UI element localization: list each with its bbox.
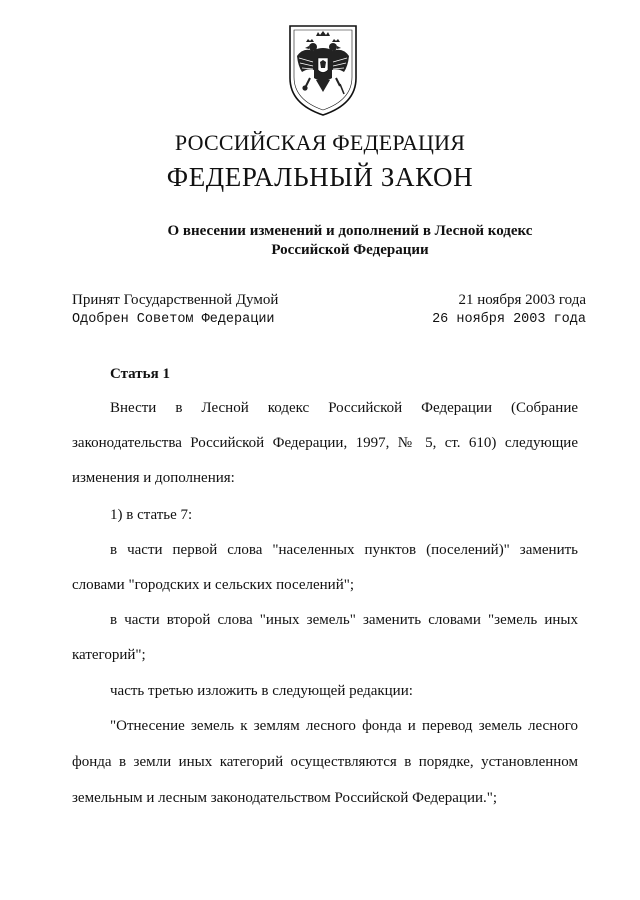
council-label: Одобрен Советом Федерации [72,312,275,327]
article-text-line: фонда в земли иных категорий осуществляются в порядке, установленном [72,754,578,770]
law-subject [0,222,640,260]
article-text-line: в части второй слова "иных земель" заменить словами "земель иных [110,612,578,628]
country-heading: РОССИЙСКАЯ ФЕДЕРАЦИЯ [174,130,466,155]
law-type-heading: ФЕДЕРАЛЬНЫЙ ЗАКОН [166,162,474,192]
coat-of-arms-emblem [286,22,360,118]
article-text-line: словами "городских и сельских поселений"; [72,577,355,593]
law-subject-line: Российской Федерации [271,242,429,258]
council-date: 26 ноября 2003 года [432,312,586,327]
article-text-line: 1) в статье 7: [110,507,193,523]
article-text-line: в части первой слова "населенных пунктов (поселений)" заменить [110,542,578,558]
article-text-line: часть третью изложить в следующей редакции: [110,683,413,699]
article-text-line: изменения и дополнения: [72,470,235,486]
article-text-line: категорий"; [72,647,146,663]
duma-label: Принят Государственной Думой [72,292,279,308]
adoption-duma-row [72,292,586,309]
duma-date: 21 ноября 2003 года [458,292,586,308]
law-subject-line: О внесении изменений и дополнений в Лесной кодекс [167,223,533,239]
article-text-line: Внести в Лесной кодекс Российской Федерации (Собрание [110,400,578,416]
adoption-council-row [72,312,586,327]
article-text-line: земельным и лесным законодательством Российской Федерации."; [72,790,498,806]
article-text-line: законодательства Российской Федерации, 1997, № 5, ст. 610) следующие [72,435,578,451]
article-title: Статья 1 [110,366,170,382]
article-text-line: "Отнесение земель к землям лесного фонда и перевод земель лесного [110,718,578,734]
